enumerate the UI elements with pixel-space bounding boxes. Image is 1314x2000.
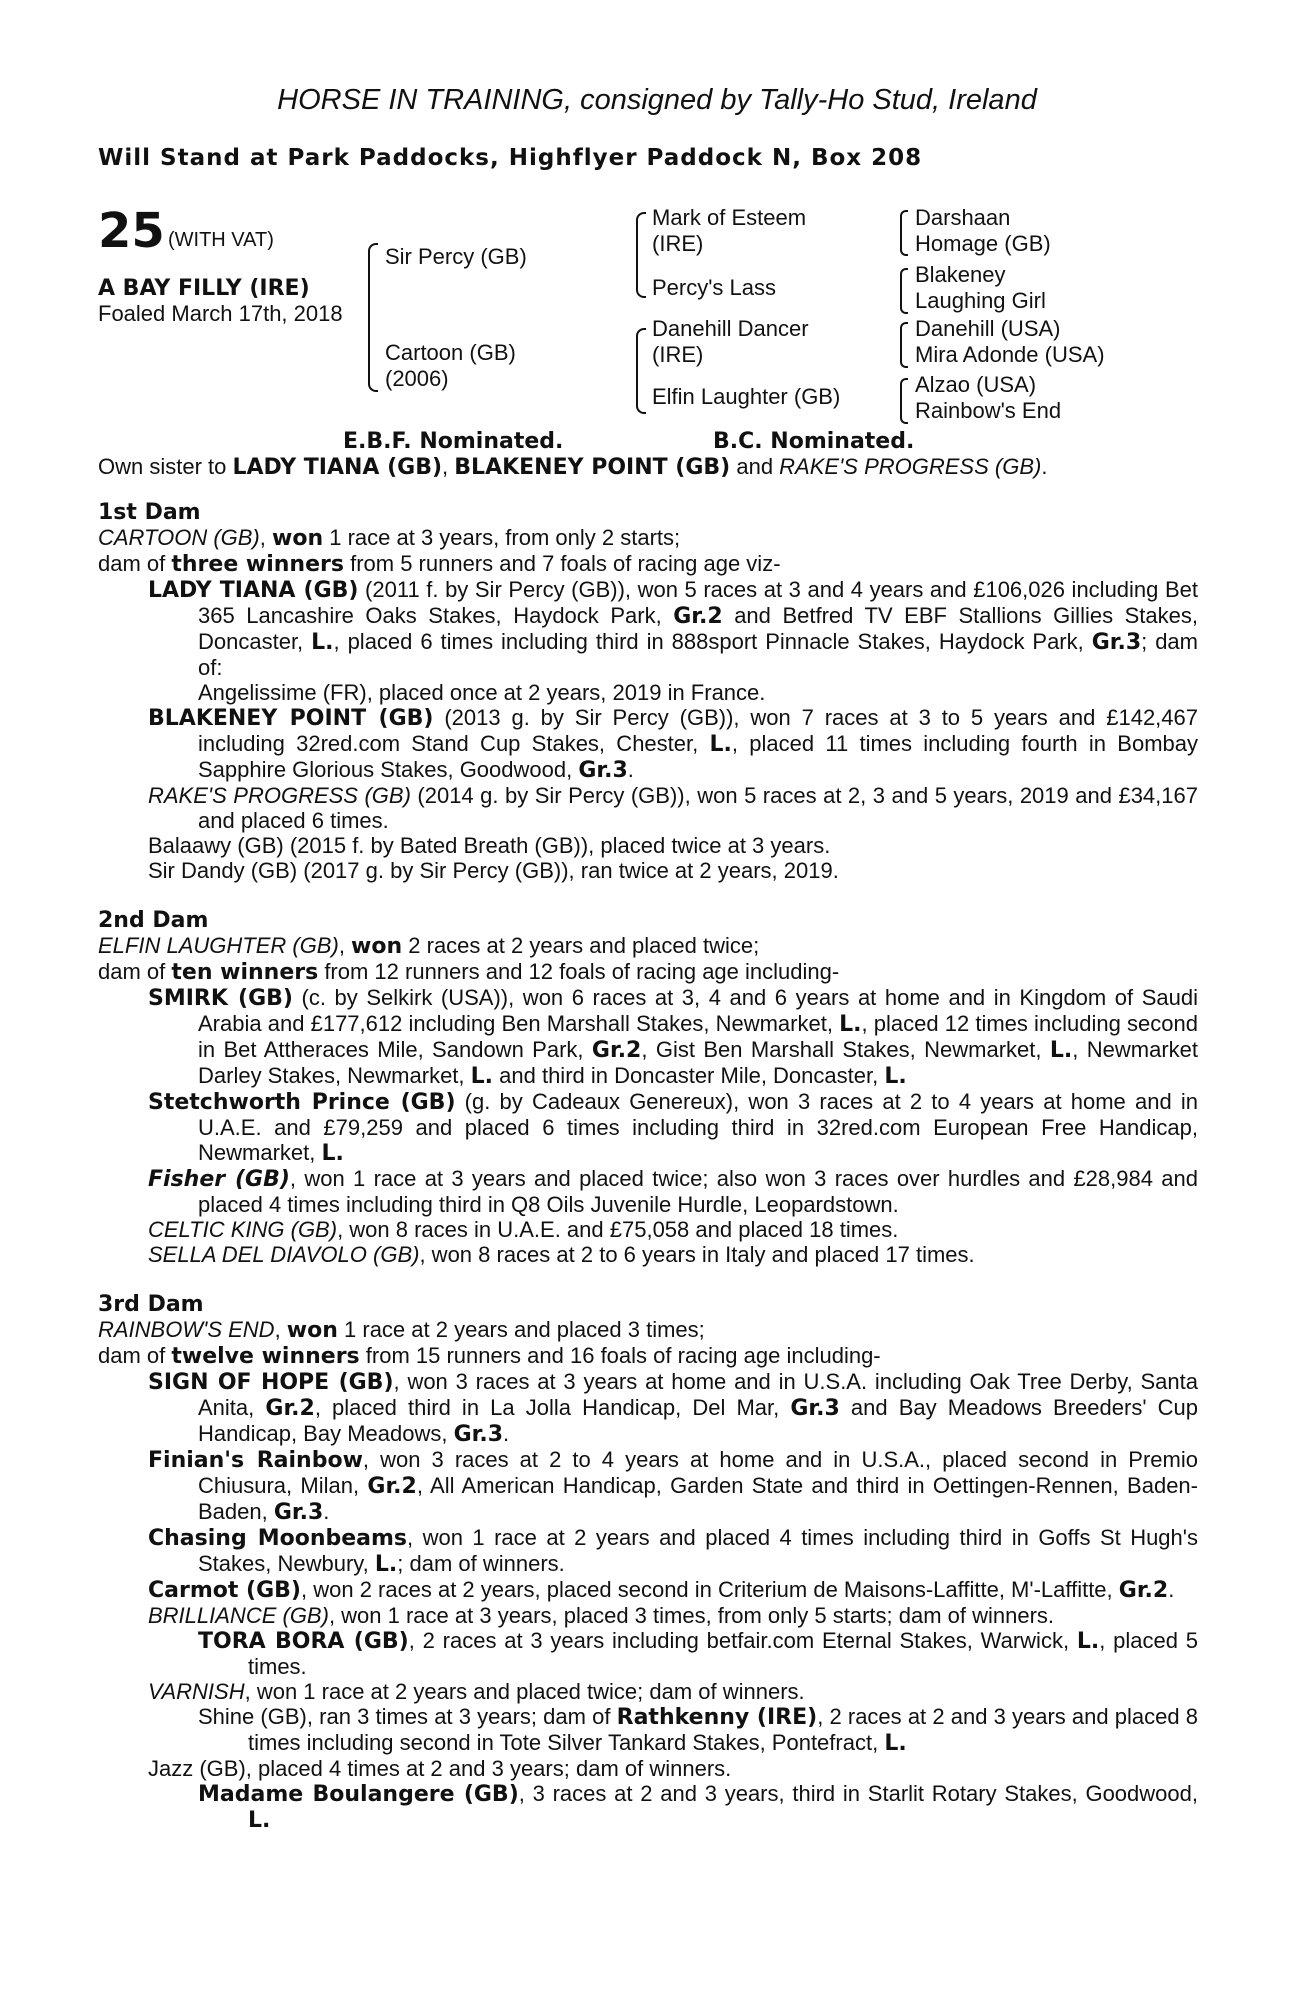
foaled-date: Foaled March 17th, 2018 bbox=[98, 301, 343, 326]
consignor-line: HORSE IN TRAINING, consigned by Tally-Ho Stud, Ireland bbox=[277, 84, 1037, 116]
dam1-entry-2: BLAKENEY POINT (GB) (2013 g. by Sir Percy (GB)), won 7 races at 3 to 5 years and £142,467 including 32red.com Stand Cup Stakes, Chester, L., placed 11 times including fourth in Bombay Sapphire Glorious Stakes, Goodwood, Gr.3. bbox=[148, 705, 1199, 783]
sibling-1: LADY TIANA (GB) bbox=[232, 455, 443, 480]
dam2-line2: dam of ten winners from 12 runners and 12 foals of racing age including- bbox=[98, 959, 840, 985]
dam2-entry-1: SMIRK (GB) (c. by Selkirk (USA)), won 6 races at 3, 4 and 6 years at home and in Kingdom of Saudi Arabia and £177,612 including Ben Marshall Stakes, Newmarket, L., placed 12 times including second in Bet Attheraces Mile, Sandown Park, Gr.2, Gist Ben Marshall Stakes, Newmarket, L., Newmarket Darley Stakes, Newmarket, L. and third in Doncaster Mile, Doncaster, L. bbox=[148, 985, 1199, 1089]
sibling-2: BLAKENEY POINT (GB) bbox=[454, 455, 731, 480]
dam3-entry-2: Finian's Rainbow, won 3 races at 2 to 4 years at home and in U.S.A., placed second in Premio Chiusura, Milan, Gr.2, All American Handicap, Garden State and third in Oettingen-Rennen, Baden-Baden, Gr.3. bbox=[148, 1447, 1198, 1525]
dam3-entry-4: Carmot (GB), won 2 races at 2 years, placed second in Criterium de Maisons-Laffitte, M'-Laffitte, Gr.2. bbox=[148, 1577, 1175, 1603]
sep-1: , bbox=[442, 454, 455, 479]
dam3-heading: 3rd Dam bbox=[98, 1292, 204, 1317]
vat-label: (WITH VAT) bbox=[168, 229, 274, 251]
pedigree-bracket-2 bbox=[636, 212, 646, 298]
gen3-6: Mira Adonde (USA) bbox=[915, 342, 1105, 367]
sire: Sir Percy (GB) bbox=[385, 244, 527, 269]
dam1-entry-5: Sir Dandy (GB) (2017 g. by Sir Percy (GB)), ran twice at 2 years, 2019. bbox=[148, 858, 839, 883]
gen3-4: Laughing Girl bbox=[915, 288, 1046, 313]
pedigree-bracket-1 bbox=[368, 243, 378, 392]
gen3-5: Danehill (USA) bbox=[915, 316, 1061, 341]
dam3-entry-9: Jazz (GB), placed 4 times at 2 and 3 years; dam of winners. bbox=[148, 1756, 732, 1781]
dam2-entry-3: Fisher (GB), won 1 race at 3 years and placed twice; also won 3 races over hurdles and £28,984 and placed 4 times including third in Q8 Oils Juvenile Hurdle, Leopardstown. bbox=[148, 1166, 1198, 1217]
lot-number: 25 bbox=[98, 203, 165, 259]
own-sister-prefix: Own sister to bbox=[98, 454, 233, 479]
dam1-line2: dam of three winners from 5 runners and 7 foals of racing age viz- bbox=[98, 551, 781, 577]
dam-sections bbox=[98, 500, 1198, 1833]
dam3-entry-10: Madame Boulangere (GB), 3 races at 2 and 3 years, third in Starlit Rotary Stakes, Goodwood, L. bbox=[198, 1781, 1198, 1833]
dam1-line1: CARTOON (GB), won 1 race at 3 years, from only 2 starts; bbox=[98, 525, 681, 551]
dam3-line2: dam of twelve winners from 15 runners and 16 foals of racing age including- bbox=[98, 1343, 881, 1369]
pedigree-bracket-6 bbox=[900, 322, 908, 368]
dam1-name: CARTOON (GB) bbox=[98, 525, 260, 550]
dam-dam: Elfin Laughter (GB) bbox=[652, 384, 841, 409]
dam1-entry-1-progeny: Angelissime (FR), placed once at 2 years, 2019 in France. bbox=[198, 680, 766, 705]
dam3-entry-7: VARNISH, won 1 race at 2 years and placed twice; dam of winners. bbox=[148, 1679, 805, 1704]
gen3-3: Blakeney bbox=[915, 262, 1006, 287]
dam: Cartoon (GB) (2006) bbox=[385, 340, 516, 391]
gen3-8: Rainbow's End bbox=[915, 398, 1062, 423]
dam3-entry-6: TORA BORA (GB), 2 races at 3 years including betfair.com Eternal Stakes, Warwick, L., placed 5 times. bbox=[198, 1628, 1199, 1679]
dam2-entry-5: SELLA DEL DIAVOLO (GB), won 8 races at 2 to 6 years in Italy and placed 17 times. bbox=[148, 1242, 975, 1267]
sire-sire: Mark of Esteem (IRE) bbox=[652, 205, 807, 256]
dam1-entry-3: RAKE'S PROGRESS (GB) (2014 g. by Sir Percy (GB)), won 5 races at 2, 3 and 5 years, 2019 and £34,167 and placed 6 times. bbox=[148, 783, 1198, 833]
dam3-entry-3: Chasing Moonbeams, won 1 race at 2 years and placed 4 times including third in Goffs St Hugh's Stakes, Newbury, L.; dam of winners. bbox=[148, 1525, 1198, 1577]
dam2-entry-4: CELTIC KING (GB), won 8 races in U.A.E. and £75,058 and placed 18 times. bbox=[148, 1217, 899, 1242]
pedigree-bracket-4 bbox=[900, 210, 908, 256]
pedigree-bracket-7 bbox=[900, 378, 908, 424]
own-sister-suffix: . bbox=[1041, 454, 1048, 479]
own-sister-line bbox=[98, 454, 1047, 480]
pedigree-bracket-5 bbox=[900, 268, 908, 314]
gen3-1: Darshaan bbox=[915, 205, 1011, 230]
sire-dam: Percy's Lass bbox=[652, 275, 777, 300]
location-line: Will Stand at Park Paddocks, Highflyer Paddock N, Box 208 bbox=[98, 145, 923, 171]
gen3-2: Homage (GB) bbox=[915, 231, 1051, 256]
bc-nomination: B.C. Nominated. bbox=[713, 429, 915, 454]
dam3-line1: RAINBOW'S END, won 1 race at 2 years and placed 3 times; bbox=[98, 1317, 705, 1343]
lot-name: A BAY FILLY (IRE) bbox=[98, 276, 310, 301]
sep-2: and bbox=[730, 454, 780, 479]
dam1-entry-4: Balaawy (GB) (2015 f. by Bated Breath (GB)), placed twice at 3 years. bbox=[148, 833, 831, 858]
dam2-line1: ELFIN LAUGHTER (GB), won 2 races at 2 years and placed twice; bbox=[98, 933, 760, 959]
sibling-3: RAKE'S PROGRESS (GB) bbox=[779, 454, 1042, 479]
dam2-entry-2: Stetchworth Prince (GB) (g. by Cadeaux Genereux), won 3 races at 2 to 4 years at home and in U.A.E. and £79,259 and placed 6 times including third in 32red.com European Free Handicap, Newmarket, L. bbox=[148, 1089, 1198, 1166]
pedigree-bracket-3 bbox=[636, 328, 646, 414]
ebf-nomination: E.B.F. Nominated. bbox=[343, 429, 564, 454]
dam3-entry-5: BRILLIANCE (GB), won 1 race at 3 years, placed 3 times, from only 5 starts; dam of winners. bbox=[148, 1603, 1055, 1628]
dam1-heading: 1st Dam bbox=[98, 500, 201, 525]
dam-sire: Danehill Dancer (IRE) bbox=[652, 316, 809, 367]
gen3-7: Alzao (USA) bbox=[915, 372, 1037, 397]
dam2-heading: 2nd Dam bbox=[98, 908, 209, 933]
dam3-entry-1: SIGN OF HOPE (GB), won 3 races at 3 years at home and in U.S.A. including Oak Tree Derby, Santa Anita, Gr.2, placed third in La Jolla Handicap, Del Mar, Gr.3 and Bay Meadows Breeders' Cup Handicap, Bay Meadows, Gr.3. bbox=[148, 1369, 1198, 1447]
dam3-entry-8: Shine (GB), ran 3 times at 3 years; dam of Rathkenny (IRE), 2 races at 2 and 3 years and placed 8 times including second in Tote Silver Tankard Stakes, Pontefract, L. bbox=[198, 1704, 1199, 1756]
dam1-entry-1: LADY TIANA (GB) (2011 f. by Sir Percy (GB)), won 5 races at 3 and 4 years and £106,026 including Bet 365 Lancashire Oaks Stakes, Haydock Park, Gr.2 and Betfred TV EBF Stallions Gillies Stakes, Doncaster, L., placed 6 times including third in 888sport Pinnacle Stakes, Haydock Park, Gr.3; dam of: bbox=[148, 577, 1198, 680]
